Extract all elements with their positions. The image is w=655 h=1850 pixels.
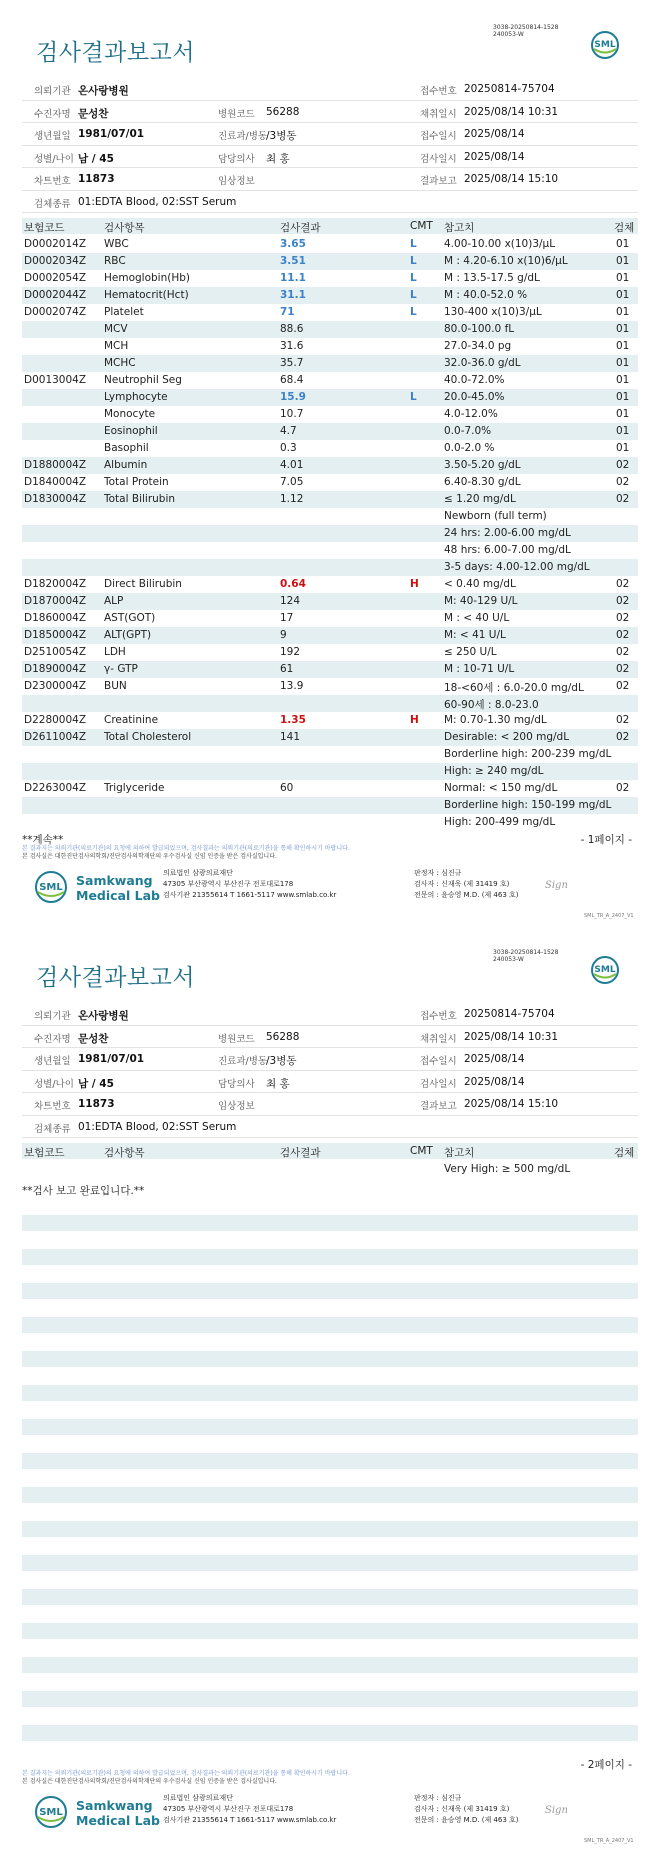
table-row: [22, 729, 638, 746]
reference-range-cell: M : 4.20-6.10 x(10)6/μL: [444, 255, 568, 267]
lab-address: 의료법인 삼광의료재단 47305 부산광역시 부산진구 전포대로178 검사기관 21355614 T 1661-5117 www.smlab.co.kr: [163, 869, 337, 899]
specimen-cell: 01: [616, 306, 630, 318]
test-code-cell: D1830004Z: [24, 493, 87, 505]
test-item-cell: Lymphocyte: [104, 391, 168, 403]
reference-range-cell: Borderline high: 200-239 mg/dL: [444, 748, 612, 760]
svg-text:SML: SML: [39, 1807, 63, 1818]
test-result-cell: 0.64: [280, 578, 306, 590]
reference-range-cell: M: 40-129 U/L: [444, 595, 518, 607]
info-row: 성별/나이 남 / 45 담당의사 최 홍 검사일시 2025/08/14: [22, 146, 638, 169]
table-row: [22, 236, 638, 253]
table-row: [22, 593, 638, 610]
test-code-cell: D1820004Z: [24, 578, 87, 590]
test-item-cell: Monocyte: [104, 408, 156, 420]
cmt-flag-cell: H: [410, 578, 419, 590]
info-row: 의뢰기관 온사랑병원 접수번호 20250814-75704: [22, 78, 638, 101]
reference-range-cell: 4.00-10.00 x(10)3/μL: [444, 238, 556, 250]
continued-line: **계속** - 1페이지 -: [22, 834, 632, 846]
test-item-cell: Creatinine: [104, 714, 159, 726]
test-code-cell: D1840004Z: [24, 476, 87, 488]
specimen-cell: 01: [616, 289, 630, 301]
specimen-cell: 02: [616, 663, 630, 675]
table-row: [22, 355, 638, 372]
results-table-body: [22, 236, 638, 831]
empty-row-stripe: [22, 1453, 638, 1469]
test-result-cell: 3.65: [280, 238, 306, 250]
report-title: 검사결과보고서: [36, 965, 196, 991]
test-result-cell: 4.01: [280, 459, 304, 471]
table-row: [22, 304, 638, 321]
empty-row-stripe: [22, 1691, 638, 1707]
cmt-flag-cell: L: [410, 289, 417, 301]
test-result-cell: 31.1: [280, 289, 306, 301]
receipt-no-value: 20250814-75704: [464, 83, 555, 95]
test-result-cell: 60: [280, 782, 294, 794]
specimen-cell: 02: [616, 782, 630, 794]
specimen-cell: 01: [616, 408, 630, 420]
reference-range-cell: Normal: < 150 mg/dL: [444, 782, 558, 794]
test-result-cell: 61: [280, 663, 294, 675]
test-code-cell: D0002044Z: [24, 289, 87, 301]
footer-notice: 본 결과지는 의뢰기관(의료기관)의 요청에 의하여 발급되었으며, 검사결과는 의뢰기관(의료기관)을 통해 확인하시기 바랍니다.: [22, 845, 350, 852]
specimen-cell: 02: [616, 731, 630, 743]
empty-row-stripe: [22, 1487, 638, 1503]
table-row: [22, 423, 638, 440]
table-row: [22, 559, 638, 576]
table-row: [22, 763, 638, 780]
reference-range-cell: M: < 41 U/L: [444, 629, 506, 641]
reference-range-cell: ≤ 250 U/L: [444, 646, 497, 658]
test-item-cell: Eosinophil: [104, 425, 158, 437]
empty-row-stripe: [22, 1385, 638, 1401]
info-row: 생년월일 1981/07/01 진료과/병동 /3병동 접수일시 2025/08/14: [22, 1048, 638, 1071]
reference-range-cell: 24 hrs: 2.00-6.00 mg/dL: [444, 527, 571, 539]
test-code-cell: D1870004Z: [24, 595, 87, 607]
reference-range-cell: 32.0-36.0 g/dL: [444, 357, 521, 369]
reference-range-cell: 0.0-7.0%: [444, 425, 492, 437]
reference-range-cell: High: 200-499 mg/dL: [444, 816, 556, 828]
form-code: SML_TR_A_2407_V1: [584, 913, 634, 919]
test-code-cell: D2263004Z: [24, 782, 87, 794]
sml-logo-icon: [34, 1795, 68, 1829]
cmt-flag-cell: L: [410, 255, 417, 267]
document-id: 3038-20250814-1528 240053-W: [493, 949, 559, 963]
empty-row-stripe: [22, 1249, 638, 1265]
document-id: 3038-20250814-1528 240053-W: [493, 24, 559, 38]
table-row: [22, 780, 638, 797]
reference-range-cell: < 0.40 mg/dL: [444, 578, 516, 590]
test-result-cell: 1.12: [280, 493, 304, 505]
footer-notice: 본 검사실은 대한진단검사의학회/진단검사의학재단의 우수검사실 신임 인증을 받은 검사실입니다.: [22, 1778, 277, 1785]
info-row: 검체종류 01:EDTA Blood, 02:SST Serum: [22, 1116, 638, 1139]
test-result-cell: 7.05: [280, 476, 304, 488]
cmt-flag-cell: H: [410, 714, 419, 726]
specimen-cell: 01: [616, 425, 630, 437]
table-row: [22, 287, 638, 304]
specimen-cell: 01: [616, 340, 630, 352]
test-result-cell: 31.6: [280, 340, 304, 352]
test-code-cell: D2510054Z: [24, 646, 87, 658]
cmt-flag-cell: L: [410, 391, 417, 403]
specimen-cell: 02: [616, 493, 630, 505]
patient-info-section: [22, 1003, 638, 1138]
table-row: [22, 525, 638, 542]
test-item-cell: MCHC: [104, 357, 136, 369]
reference-range-cell: 60-90세 : 8.0-23.0: [444, 699, 539, 711]
cmt-flag-cell: L: [410, 272, 417, 284]
empty-row-stripe: [22, 1521, 638, 1537]
specimen-cell: 02: [616, 595, 630, 607]
test-item-cell: Basophil: [104, 442, 149, 454]
empty-row-stripe: [22, 1725, 638, 1741]
test-result-cell: 17: [280, 612, 294, 624]
table-row: [22, 1161, 638, 1178]
svg-text:SML: SML: [39, 882, 63, 893]
reference-range-cell: Borderline high: 150-199 mg/dL: [444, 799, 612, 811]
test-result-cell: 11.1: [280, 272, 306, 284]
specimen-cell: 01: [616, 391, 630, 403]
table-row: [22, 678, 638, 695]
brand-name: Samkwang Medical Lab: [76, 1798, 160, 1828]
table-row: [22, 797, 638, 814]
specimen-cell: 01: [616, 255, 630, 267]
table-row: [22, 321, 638, 338]
reference-range-cell: 6.40-8.30 g/dL: [444, 476, 521, 488]
table-row: [22, 440, 638, 457]
test-result-cell: 0.3: [280, 442, 297, 454]
test-item-cell: Neutrophil Seg: [104, 374, 182, 386]
table-row: [22, 389, 638, 406]
test-result-cell: 3.51: [280, 255, 306, 267]
test-code-cell: D0002054Z: [24, 272, 87, 284]
signature-image: Sign: [545, 1805, 568, 1816]
table-row: [22, 406, 638, 423]
table-row: [22, 457, 638, 474]
form-code: SML_TR_A_2407_V1: [584, 1838, 634, 1844]
table-row: [22, 627, 638, 644]
test-item-cell: LDH: [104, 646, 126, 658]
table-row: [22, 270, 638, 287]
info-row: 성별/나이 남 / 45 담당의사 최 홍 검사일시 2025/08/14: [22, 1071, 638, 1094]
table-row: [22, 338, 638, 355]
reference-range-cell: M : 40.0-52.0 %: [444, 289, 528, 301]
specimen-cell: 02: [616, 612, 630, 624]
signatories: 판정자 : 심진규 검사자 : 신재욱 (제 31419 호) 전문의 : 윤승영 M.D. (제 463 호): [414, 1794, 519, 1824]
reference-range-cell: 27.0-34.0 pg: [444, 340, 512, 352]
cmt-flag-cell: L: [410, 238, 417, 250]
test-item-cell: Total Protein: [104, 476, 169, 488]
reference-range-cell: 40.0-72.0%: [444, 374, 505, 386]
table-row: [22, 695, 638, 712]
reference-range-cell: 130-400 x(10)3/μL: [444, 306, 542, 318]
specimen-cell: 02: [616, 629, 630, 641]
sml-logo-icon: [590, 30, 620, 60]
empty-row-stripe: [22, 1419, 638, 1435]
info-row: 차트번호 11873 임상정보 결과보고 2025/08/14 15:10: [22, 168, 638, 191]
reference-range-cell: Newborn (full term): [444, 510, 547, 522]
test-result-cell: 10.7: [280, 408, 304, 420]
empty-row-stripe: [22, 1351, 638, 1367]
empty-row-stripe: [22, 1555, 638, 1571]
test-result-cell: 4.7: [280, 425, 297, 437]
test-result-cell: 71: [280, 306, 295, 318]
reference-range-cell: M: 0.70-1.30 mg/dL: [444, 714, 547, 726]
table-row: [22, 644, 638, 661]
signature-image: Sign: [545, 880, 568, 891]
test-item-cell: Hemoglobin(Hb): [104, 272, 191, 284]
reference-range-cell: 3-5 days: 4.00-12.00 mg/dL: [444, 561, 590, 573]
test-item-cell: γ- GTP: [104, 663, 138, 675]
empty-row-stripe: [22, 1589, 638, 1605]
test-code-cell: D1850004Z: [24, 629, 87, 641]
reference-range-cell: M : < 40 U/L: [444, 612, 510, 624]
reference-range-cell: Very High: ≥ 500 mg/dL: [444, 1163, 571, 1175]
test-item-cell: Triglyceride: [104, 782, 165, 794]
reference-range-cell: 4.0-12.0%: [444, 408, 498, 420]
patient-info-section: [22, 78, 638, 213]
test-item-cell: MCV: [104, 323, 128, 335]
specimen-cell: 01: [616, 357, 630, 369]
patient-name-value: 문성찬: [78, 107, 109, 120]
test-result-cell: 1.35: [280, 714, 306, 726]
info-row: 수진자명 문성찬 병원코드 56288 채취일시 2025/08/14 10:31: [22, 101, 638, 124]
test-item-cell: ALT(GPT): [104, 629, 152, 641]
table-row: [22, 508, 638, 525]
test-item-cell: Platelet: [104, 306, 144, 318]
report-title: 검사결과보고서: [36, 40, 196, 66]
specimen-cell: 01: [616, 442, 630, 454]
table-row: [22, 746, 638, 763]
test-result-cell: 35.7: [280, 357, 304, 369]
test-code-cell: D2611004Z: [24, 731, 87, 743]
table-row: [22, 372, 638, 389]
test-item-cell: WBC: [104, 238, 129, 250]
test-item-cell: ALP: [104, 595, 124, 607]
footer-notice: 본 결과지는 의뢰기관(의료기관)의 요청에 의하여 발급되었으며, 검사결과는 의뢰기관(의료기관)을 통해 확인하시기 바랍니다.: [22, 1770, 350, 1777]
test-code-cell: D0002034Z: [24, 255, 87, 267]
sml-logo-icon: [590, 955, 620, 985]
empty-row-stripe: [22, 1623, 638, 1639]
table-row: [22, 491, 638, 508]
test-code-cell: D1860004Z: [24, 612, 87, 624]
page-number: - 2페이지 -: [580, 1759, 632, 1771]
reference-range-cell: 80.0-100.0 fL: [444, 323, 515, 335]
specimen-cell: 02: [616, 680, 630, 692]
specimen-cell: 02: [616, 476, 630, 488]
specimen-cell: 01: [616, 272, 630, 284]
table-row: [22, 576, 638, 593]
test-item-cell: Hematocrit(Hct): [104, 289, 189, 301]
results-table-body: [22, 1161, 638, 1178]
test-result-cell: 88.6: [280, 323, 304, 335]
results-table-header: 보험코드 검사항목 검사결과 CMT 참고치 검체: [22, 218, 638, 234]
reference-range-cell: Desirable: < 200 mg/dL: [444, 731, 570, 743]
lab-address: 의료법인 삼광의료재단 47305 부산광역시 부산진구 전포대로178 검사기관 21355614 T 1661-5117 www.smlab.co.kr: [163, 1794, 337, 1824]
sml-logo-icon: [34, 870, 68, 904]
footer-notice: 본 검사실은 대한진단검사의학회/진단검사의학재단의 우수검사실 신임 인증을 받은 검사실입니다.: [22, 853, 277, 860]
results-table-header: 보험코드 검사항목 검사결과 CMT 참고치 검체: [22, 1143, 638, 1159]
reference-range-cell: 18-<60세 : 6.0-20.0 mg/dL: [444, 682, 584, 694]
test-item-cell: Total Bilirubin: [104, 493, 176, 505]
test-result-cell: 9: [280, 629, 287, 641]
table-row: [22, 474, 638, 491]
test-item-cell: MCH: [104, 340, 129, 352]
specimen-cell: 02: [616, 646, 630, 658]
page-number: - 1페이지 -: [580, 834, 632, 846]
info-row: 차트번호 11873 임상정보 결과보고 2025/08/14 15:10: [22, 1093, 638, 1116]
reference-range-cell: 0.0-2.0 %: [444, 442, 495, 454]
test-result-cell: 124: [280, 595, 301, 607]
test-result-cell: 192: [280, 646, 301, 658]
svg-text:SML: SML: [594, 40, 616, 50]
specimen-cell: 01: [616, 374, 630, 386]
specimen-cell: 01: [616, 323, 630, 335]
table-row: [22, 542, 638, 559]
table-row: [22, 253, 638, 270]
cmt-flag-cell: L: [410, 306, 417, 318]
reference-range-cell: High: ≥ 240 mg/dL: [444, 765, 544, 777]
specimen-cell: 02: [616, 578, 630, 590]
test-item-cell: Albumin: [104, 459, 148, 471]
reference-range-cell: ≤ 1.20 mg/dL: [444, 493, 516, 505]
test-code-cell: D0002074Z: [24, 306, 87, 318]
empty-row-stripe: [22, 1283, 638, 1299]
svg-text:SML: SML: [594, 965, 616, 975]
reference-range-cell: M : 13.5-17.5 g/dL: [444, 272, 540, 284]
reference-range-cell: 20.0-45.0%: [444, 391, 505, 403]
test-code-cell: D2280004Z: [24, 714, 87, 726]
test-result-cell: 15.9: [280, 391, 306, 403]
empty-row-stripe: [22, 1657, 638, 1673]
table-row: [22, 814, 638, 831]
table-row: [22, 610, 638, 627]
specimen-cell: 01: [616, 238, 630, 250]
test-result-cell: 13.9: [280, 680, 304, 692]
test-result-cell: 68.4: [280, 374, 304, 386]
report-complete-note: **검사 보고 완료입니다.**: [22, 1185, 145, 1197]
reference-range-cell: 3.50-5.20 g/dL: [444, 459, 521, 471]
table-row: [22, 661, 638, 678]
test-item-cell: Direct Bilirubin: [104, 578, 182, 590]
signatories: 판정자 : 심진규 검사자 : 신재욱 (제 31419 호) 전문의 : 윤승영 M.D. (제 463 호): [414, 869, 519, 899]
test-item-cell: RBC: [104, 255, 126, 267]
empty-row-stripe: [22, 1215, 638, 1231]
test-item-cell: AST(GOT): [104, 612, 156, 624]
report-page-2: [0, 925, 655, 1850]
info-row: 검체종류 01:EDTA Blood, 02:SST Serum: [22, 191, 638, 214]
test-code-cell: D1880004Z: [24, 459, 87, 471]
info-row: 수진자명 문성찬 병원코드 56288 채취일시 2025/08/14 10:31: [22, 1026, 638, 1049]
info-row: 생년월일 1981/07/01 진료과/병동 /3병동 접수일시 2025/08/14: [22, 123, 638, 146]
test-code-cell: D2300004Z: [24, 680, 87, 692]
specimen-cell: 02: [616, 714, 630, 726]
test-code-cell: D1890004Z: [24, 663, 87, 675]
test-item-cell: BUN: [104, 680, 127, 692]
test-result-cell: 141: [280, 731, 301, 743]
test-item-cell: Total Cholesterol: [104, 731, 192, 743]
table-row: [22, 712, 638, 729]
brand-name: Samkwang Medical Lab: [76, 873, 160, 903]
institution-value: 온사랑병원: [78, 85, 129, 97]
specimen-cell: 02: [616, 459, 630, 471]
reference-range-cell: 48 hrs: 6.00-7.00 mg/dL: [444, 544, 571, 556]
info-row: 의뢰기관 온사랑병원 접수번호 20250814-75704: [22, 1003, 638, 1026]
test-code-cell: D0002014Z: [24, 238, 87, 250]
reference-range-cell: M : 10-71 U/L: [444, 663, 515, 675]
empty-row-stripe: [22, 1317, 638, 1333]
test-code-cell: D0013004Z: [24, 374, 87, 386]
